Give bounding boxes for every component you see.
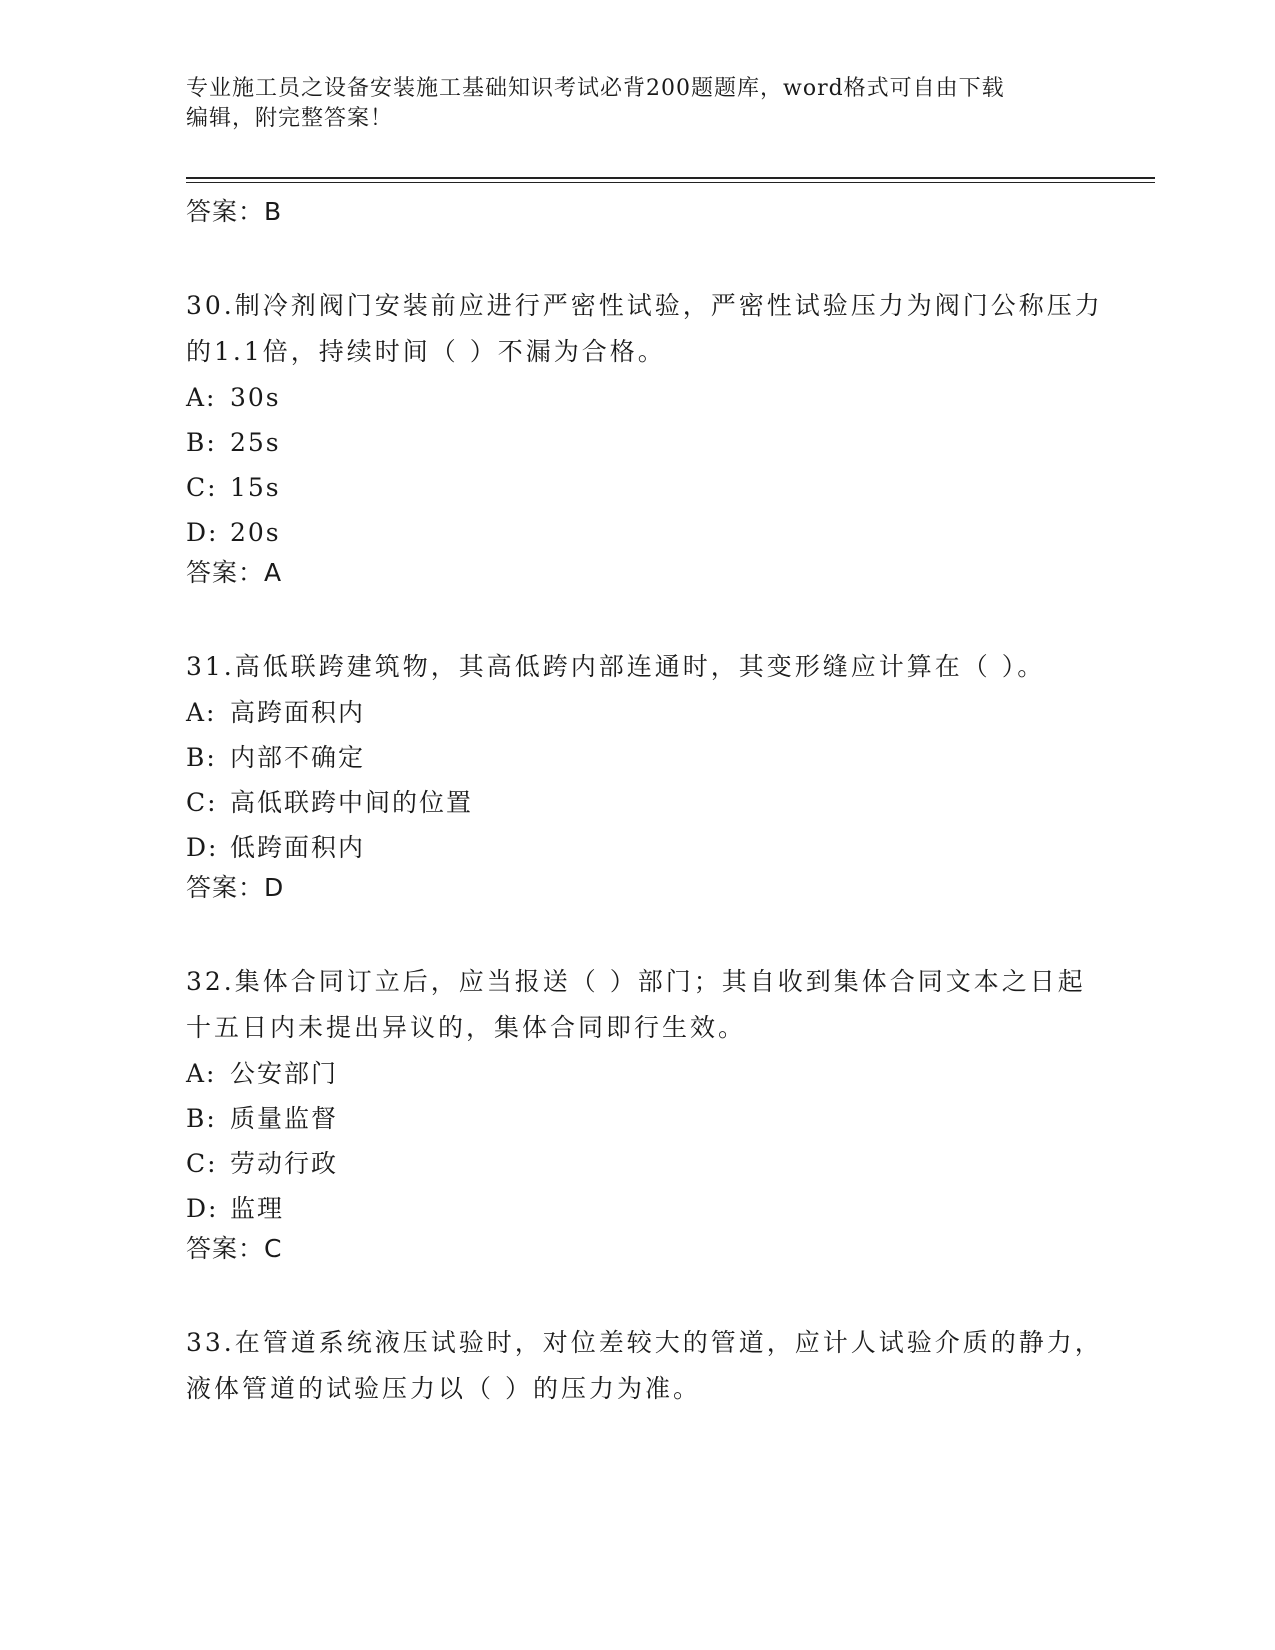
option-a <box>186 690 1106 735</box>
option-text: 15s <box>230 473 281 502</box>
question-text: 30.制冷剂阀门安装前应进行严密性试验，严密性试验压力为阀门公称压力的1.1倍，持续时间（ ）不漏为合格。 <box>186 291 1103 366</box>
option-text: 30s <box>230 383 281 412</box>
question-text: 33.在管道系统液压试验时，对位差较大的管道，应计人试验介质的静力，液体管道的试验压力以（ ）的压力为准。 <box>186 1328 1103 1403</box>
option-c <box>186 780 1106 825</box>
option-key: C: <box>186 788 218 817</box>
option-key: D: <box>186 1194 219 1223</box>
option-text: 高跨面积内 <box>230 698 366 727</box>
option-text: 内部不确定 <box>230 743 366 772</box>
option-b <box>186 1096 1106 1141</box>
question-30 <box>186 283 1106 589</box>
option-key: D: <box>186 518 219 547</box>
question-33 <box>186 1320 1106 1412</box>
question-text: 31.高低联跨建筑物，其高低跨内部连通时，其变形缝应计算在（ ）。 <box>186 652 1046 681</box>
header-divider <box>186 177 1155 183</box>
option-key: C: <box>186 473 218 502</box>
option-key: A: <box>186 383 217 412</box>
option-key: B: <box>186 428 217 457</box>
document-header <box>186 74 1086 134</box>
option-key: A: <box>186 698 217 727</box>
option-d <box>186 1186 1106 1231</box>
answer-label: 答案：C <box>186 1234 283 1263</box>
option-a <box>186 375 1106 420</box>
option-c <box>186 465 1106 510</box>
option-text: 公安部门 <box>230 1059 339 1088</box>
question-list <box>186 196 1106 1412</box>
option-c <box>186 1141 1106 1186</box>
option-key: B: <box>186 1104 217 1133</box>
option-text: 低跨面积内 <box>230 833 366 862</box>
header-line-1: 专业施工员之设备安装施工基础知识考试必背200题题库，word格式可自由下载 <box>186 76 1005 101</box>
option-text: 高低联跨中间的位置 <box>230 788 474 817</box>
option-key: A: <box>186 1059 217 1088</box>
option-b <box>186 735 1106 780</box>
option-d <box>186 510 1106 555</box>
option-text: 劳动行政 <box>230 1149 339 1178</box>
answer-label: 答案：B <box>186 197 283 226</box>
answer-label: 答案：D <box>186 873 285 902</box>
option-b <box>186 420 1106 465</box>
question-32 <box>186 959 1106 1265</box>
option-text: 20s <box>230 518 281 547</box>
option-text: 监理 <box>230 1194 285 1223</box>
option-text: 质量监督 <box>230 1104 339 1133</box>
option-key: C: <box>186 1149 218 1178</box>
option-key: D: <box>186 833 219 862</box>
header-line-2: 编辑，附完整答案！ <box>186 106 394 131</box>
question-31 <box>186 644 1106 904</box>
answer-label: 答案：A <box>186 558 283 587</box>
question-text: 32.集体合同订立后，应当报送（ ）部门；其自收到集体合同文本之日起十五日内未提出异议的，集体合同即行生效。 <box>186 967 1086 1042</box>
option-text: 25s <box>230 428 281 457</box>
option-key: B: <box>186 743 217 772</box>
option-a <box>186 1051 1106 1096</box>
option-d <box>186 825 1106 870</box>
